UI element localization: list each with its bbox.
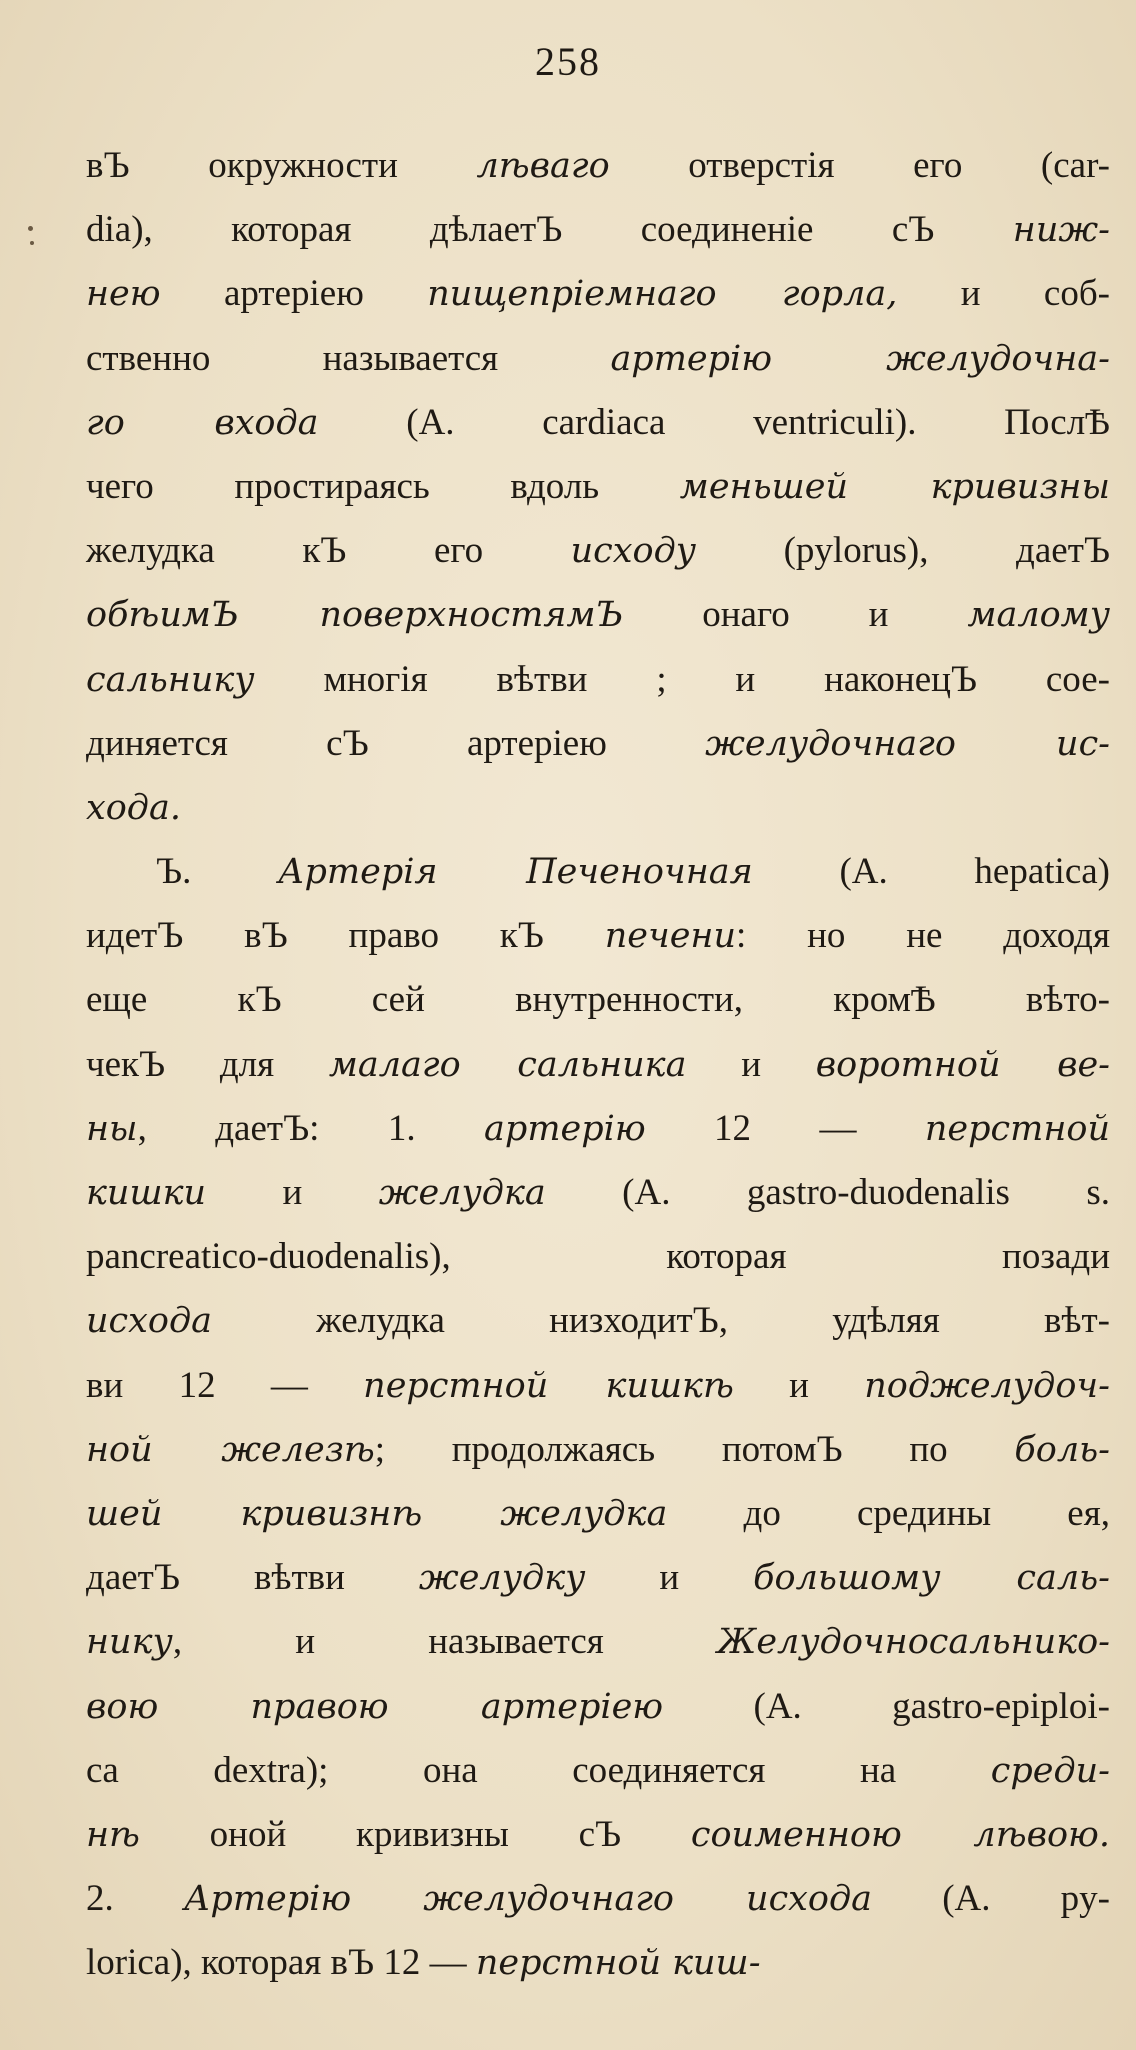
- text-line: [86, 519, 1110, 583]
- text-segment: 12 —: [645, 1107, 925, 1149]
- italic-term: лѣваго: [476, 146, 610, 186]
- text-segment: и соб-: [897, 273, 1110, 315]
- text-line: [86, 1610, 1110, 1674]
- text-line: [86, 391, 1110, 455]
- italic-term: желудочнаго ис-: [705, 723, 1110, 764]
- text-line: [86, 1675, 1110, 1739]
- text-line: [86, 327, 1110, 391]
- text-segment: (pylorus), даетЪ: [696, 530, 1110, 572]
- text-line: [86, 1867, 1110, 1931]
- text-line: [86, 1803, 1110, 1867]
- text-segment: , и называется: [172, 1621, 718, 1663]
- text-segment: (A. cardiaca ventriculi). ПослѢ: [318, 401, 1110, 443]
- text-segment: (A. hepatica): [752, 851, 1110, 893]
- italic-term: артерію: [484, 1108, 646, 1149]
- italic-term: желудка: [378, 1173, 546, 1213]
- italic-term: меньшей кривизны: [679, 466, 1110, 507]
- text-line: [86, 1931, 1110, 1995]
- italic-term: Желудочносальнико-: [717, 1622, 1110, 1663]
- text-line: [86, 1418, 1110, 1482]
- body-text: [86, 134, 1110, 1995]
- text-segment: диняется сЪ артеріею: [86, 722, 706, 764]
- text-segment: чекЪ для: [86, 1043, 329, 1085]
- text-segment: желудка низходитЪ, удѣляя вѣт-: [212, 1300, 1110, 1342]
- italic-term: ны: [86, 1108, 138, 1149]
- text-segment: и: [733, 1364, 865, 1406]
- text-segment: (A. py-: [872, 1878, 1110, 1920]
- italic-term: ниж-: [1012, 210, 1110, 251]
- text-segment: : но не доходя: [736, 915, 1111, 957]
- text-segment: до средины ея,: [667, 1492, 1110, 1534]
- text-line: [86, 968, 1110, 1032]
- text-segment: отверстія его (car-: [609, 145, 1110, 186]
- text-segment: Ъ.: [156, 851, 279, 893]
- italic-term: шей кривизнѣ желудка: [86, 1493, 668, 1534]
- text-segment: даетЪ вѣтви: [86, 1557, 419, 1599]
- text-line: [86, 1482, 1110, 1546]
- italic-term: Артерія Печеночная: [278, 852, 753, 893]
- text-segment: чего простираясь вдоль: [86, 465, 680, 507]
- italic-term: нѣ: [86, 1814, 140, 1855]
- text-line: [86, 648, 1110, 712]
- text-segment: артеріею: [160, 273, 428, 315]
- text-line: [86, 904, 1110, 968]
- text-line: [86, 776, 1110, 840]
- text-line: [86, 840, 1110, 904]
- italic-term: перстной киш-: [475, 1943, 761, 1984]
- text-segment: ; продолжаясь потомЪ по: [374, 1428, 1015, 1470]
- italic-term: ной железѣ: [86, 1429, 375, 1470]
- italic-term: поджелудоч-: [864, 1365, 1110, 1406]
- italic-term: желудку: [418, 1558, 586, 1599]
- italic-term: хода.: [86, 787, 181, 828]
- text-segment: оной кривизны сЪ: [139, 1813, 691, 1855]
- text-segment: ca dextra); она соединяется на: [86, 1749, 991, 1791]
- italic-term: перстной кишкѣ: [363, 1365, 734, 1406]
- italic-term: среди-: [990, 1750, 1110, 1791]
- italic-term: соименною лѣвою.: [690, 1814, 1110, 1855]
- text-line: [86, 1161, 1110, 1225]
- text-segment: dia), которая дѣлаетЪ соединеніе сЪ: [86, 209, 1013, 251]
- text-line: [86, 1289, 1110, 1353]
- text-segment: , даетЪ: 1.: [137, 1107, 485, 1149]
- italic-term: сальнику: [86, 659, 255, 700]
- italic-term: артерію желудочна-: [610, 338, 1110, 379]
- text-line: [86, 198, 1110, 262]
- page-number: 258: [535, 39, 601, 84]
- text-segment: идетЪ вЪ право кЪ: [86, 915, 605, 957]
- italic-term: боль-: [1014, 1429, 1111, 1470]
- ink-speck: [30, 241, 34, 245]
- italic-term: нею: [86, 274, 161, 315]
- italic-term: го входа: [86, 402, 319, 443]
- text-segment: онаго и: [623, 594, 968, 636]
- text-line: [86, 1033, 1110, 1097]
- italic-term: нику: [86, 1622, 173, 1663]
- text-segment: и: [206, 1172, 379, 1213]
- text-line: [86, 1546, 1110, 1610]
- text-segment: (A. gastro-epiploi-: [663, 1685, 1110, 1727]
- text-segment: (A. gastro-duodenalis s.: [545, 1172, 1110, 1213]
- text-segment: и: [585, 1557, 754, 1599]
- text-line: [86, 134, 1110, 198]
- italic-term: воротной ве-: [815, 1044, 1110, 1085]
- text-line: [86, 712, 1110, 776]
- text-line: [86, 583, 1110, 647]
- text-segment: 2.: [86, 1878, 184, 1920]
- text-segment: и: [686, 1043, 816, 1085]
- italic-term: обѣимЪ поверхностямЪ: [86, 595, 624, 636]
- text-segment: многія вѣтви ; и наконецЪ сое-: [254, 658, 1110, 700]
- italic-term: перстной: [924, 1108, 1110, 1149]
- text-segment: pancreatico-duodenalis), которая позади: [86, 1236, 1110, 1278]
- italic-term: вою правою артеріею: [86, 1686, 664, 1727]
- italic-term: исходу: [570, 531, 697, 572]
- text-line: [86, 1739, 1110, 1803]
- ink-speck: [28, 226, 33, 231]
- text-line: [86, 1225, 1110, 1289]
- italic-term: Артерію желудочнаго исхода: [183, 1879, 873, 1920]
- italic-term: большому саль-: [753, 1558, 1110, 1599]
- text-line: [86, 1354, 1110, 1418]
- text-line: [86, 262, 1110, 326]
- italic-term: малому: [967, 595, 1111, 636]
- text-segment: вЪ окружности: [86, 145, 477, 186]
- italic-term: малаго сальника: [328, 1044, 687, 1085]
- text-line: [86, 1097, 1110, 1161]
- italic-term: кишки: [86, 1173, 207, 1213]
- text-segment: lorica), которая вЪ 12 —: [86, 1942, 476, 1984]
- text-segment: желудка кЪ его: [86, 530, 571, 572]
- text-segment: ви 12 —: [86, 1364, 364, 1406]
- italic-term: исхода: [86, 1301, 213, 1342]
- text-segment: еще кЪ сей внутренности, кромѢ вѣто-: [86, 979, 1110, 1021]
- italic-term: пищепріемнаго горла,: [427, 274, 898, 315]
- text-line: [86, 455, 1110, 519]
- italic-term: печени: [604, 916, 737, 957]
- text-segment: ственно называется: [86, 337, 611, 379]
